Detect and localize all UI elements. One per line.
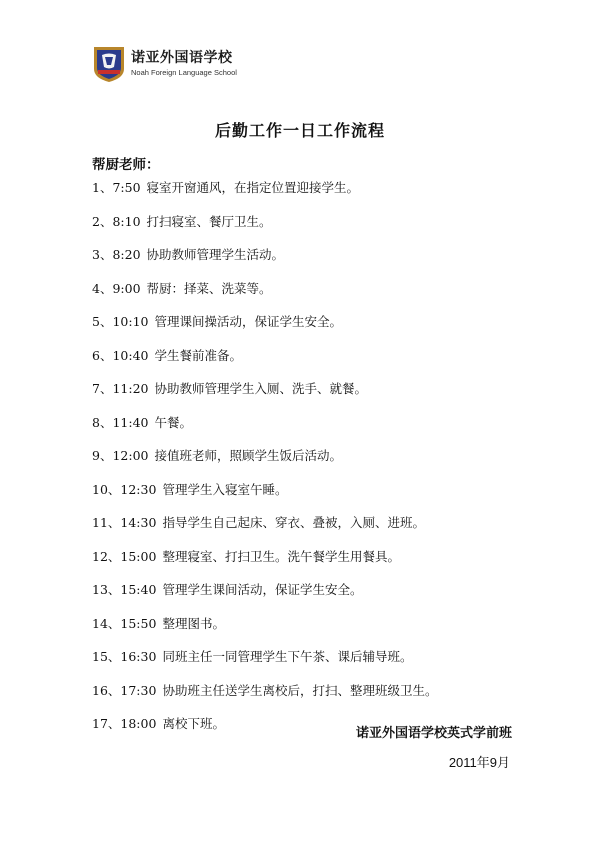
section-label: 帮厨老师： [92,157,160,173]
school-crest-icon [92,45,126,83]
schedule-item [92,247,437,281]
schedule-text: 协助班主任送学生离校后，打扫、整理班级卫生。 [162,682,438,698]
schedule-text: 同班主任一同管理学生下午茶、课后辅导班。 [162,649,413,664]
schedule-item [92,180,437,214]
schedule-time: 9、12:00 [92,448,149,463]
schedule-item [92,314,437,348]
schedule-text: 整理图书。 [162,615,225,631]
schedule-list [92,180,437,750]
schedule-item [92,482,437,516]
page-title: 后勤工作一日工作流程 [214,121,385,140]
schedule-text: 离校下班。 [162,716,225,731]
schedule-text: 管理学生课间活动，保证学生安全。 [162,582,363,597]
schedule-time: 10、12:30 [92,481,157,497]
footer-organization: 诺亚外国语学校英式学前班 [355,726,512,741]
schedule-item [92,348,437,382]
schedule-text: 管理课间操活动，保证学生安全。 [154,314,342,329]
schedule-text: 帮厨：择菜、洗菜等。 [146,280,272,296]
school-name-cn: 诺亚外国语学校 [131,50,233,66]
schedule-text: 管理学生入寝室午睡。 [162,481,288,497]
schedule-text: 整理寝室、打扫卫生。洗午餐学生用餐具。 [162,548,400,564]
schedule-text: 指导学生自己起床、穿衣、叠被，入厕、进班。 [162,515,425,530]
schedule-time: 16、17:30 [92,682,157,698]
schedule-time: 13、15:40 [92,582,157,597]
footer-date: 2011年9月 [448,755,510,770]
schedule-text: 协助教师管理学生入厕、洗手、就餐。 [154,381,367,396]
schedule-text: 午餐。 [154,414,192,430]
school-logo-text [131,50,237,78]
schedule-time: 14、15:50 [92,615,157,631]
schedule-time: 2、8:10 [92,213,141,229]
schedule-time: 8、11:40 [92,414,149,430]
schedule-text: 接值班老师，照顾学生饭后活动。 [154,448,342,463]
schedule-time: 4、9:00 [92,280,141,296]
school-name-en: Noah Foreign Language School [131,68,237,77]
schedule-item [92,616,437,650]
schedule-time: 12、15:00 [92,548,157,564]
schedule-item [92,415,437,449]
schedule-item [92,549,437,583]
schedule-text: 协助教师管理学生活动。 [146,247,285,262]
schedule-text: 寝室开窗通风，在指定位置迎接学生。 [146,180,360,195]
schedule-item [92,649,437,683]
schedule-time: 6、10:40 [92,347,149,363]
schedule-item [92,683,437,717]
schedule-time: 11、14:30 [92,515,157,530]
school-header [92,44,237,84]
schedule-time: 17、18:00 [92,716,157,731]
schedule-text: 打扫寝室、餐厅卫生。 [146,213,272,229]
schedule-time: 1、7:50 [92,180,141,195]
schedule-text: 学生餐前准备。 [154,347,242,363]
schedule-time: 15、16:30 [92,649,157,664]
schedule-item [92,582,437,616]
schedule-time: 3、8:20 [92,247,141,262]
schedule-item [92,214,437,248]
schedule-item [92,448,437,482]
schedule-item [92,381,437,415]
schedule-item [92,281,437,315]
schedule-item [92,515,437,549]
schedule-time: 5、10:10 [92,314,149,329]
schedule-time: 7、11:20 [92,381,149,396]
